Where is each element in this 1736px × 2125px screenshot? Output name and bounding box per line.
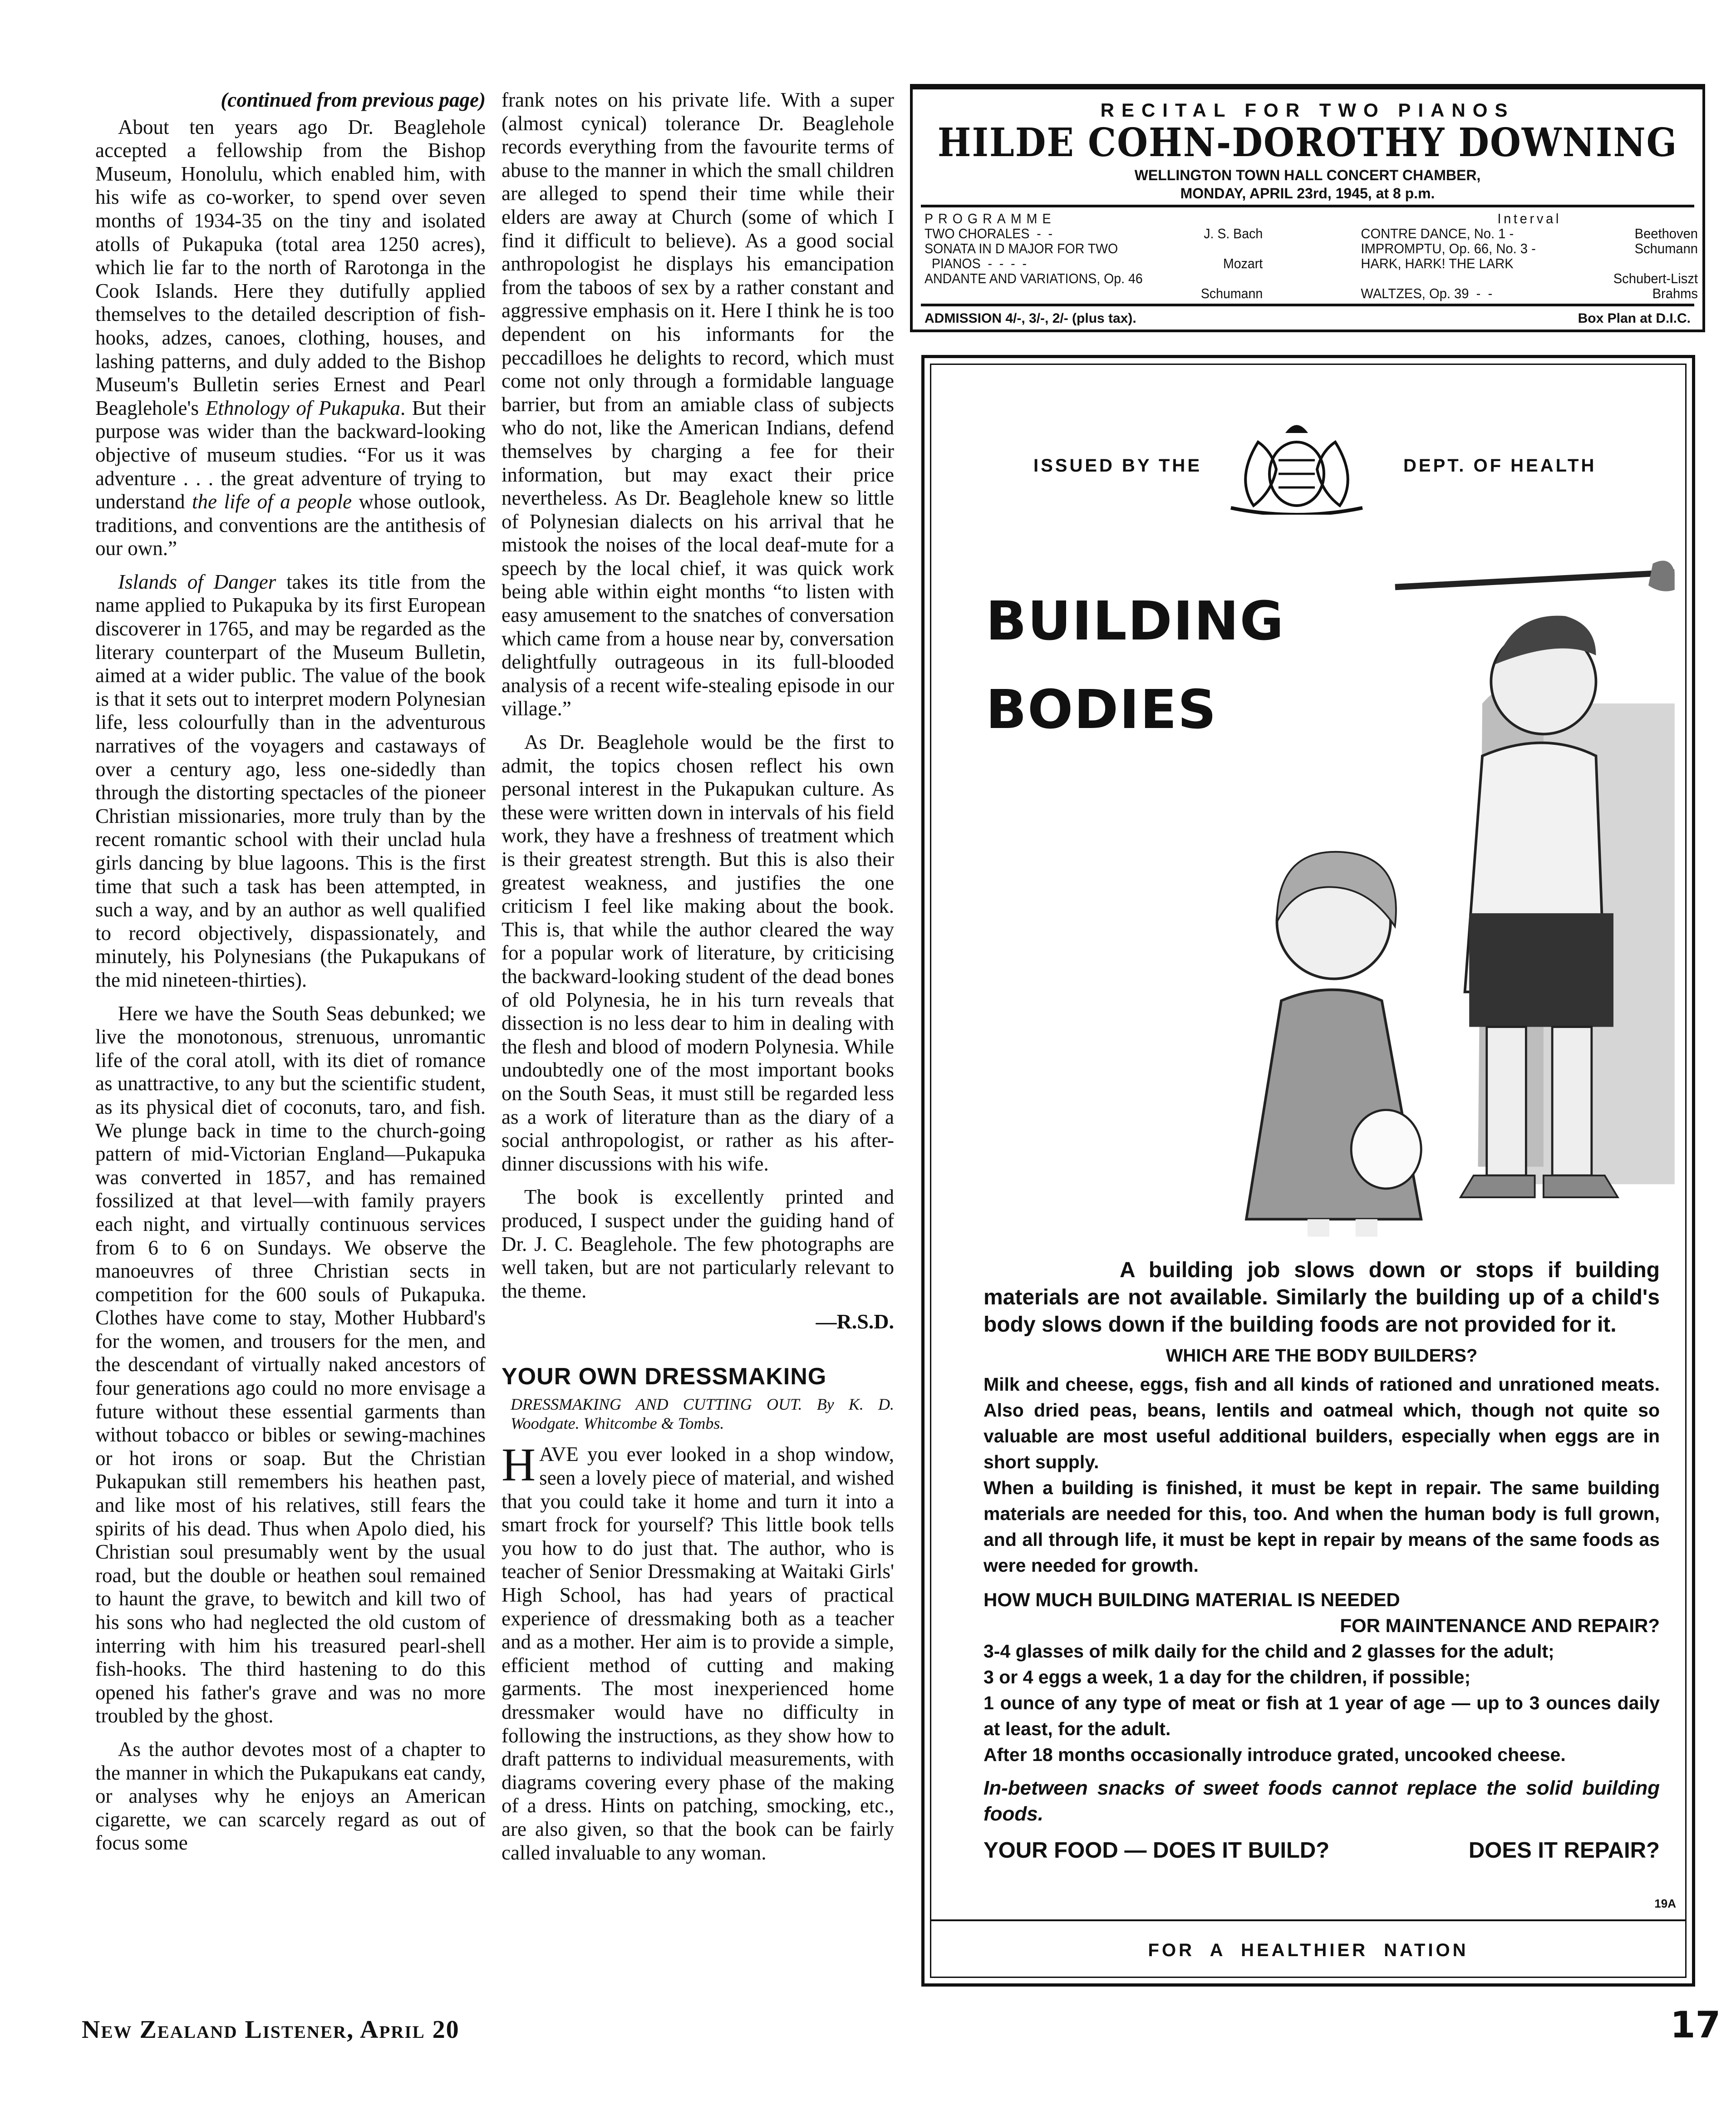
question-maintenance: FOR MAINTENANCE AND REPAIR?	[1340, 1615, 1660, 1636]
box-plan: Box Plan at D.I.C.	[1578, 311, 1691, 326]
concert-date: MONDAY, APRIL 23rd, 1945, at 8 p.m.	[1180, 185, 1435, 202]
programme-item	[925, 286, 1263, 301]
piece-title: SONATA IN D MAJOR FOR TWO	[925, 241, 1118, 256]
slogan-repair: DOES IT REPAIR?	[1468, 1838, 1660, 1863]
text: whose outlook, traditions, and conventions are the antithesis of our own.”	[95, 490, 486, 560]
piece-title: ANDANTE AND VARIATIONS, Op. 46	[925, 271, 1143, 286]
piece-title: TWO CHORALES - -	[925, 226, 1053, 241]
programme-item	[1361, 271, 1698, 286]
list-item: 3 or 4 eggs a week, 1 a day for the children, if possible;	[984, 1667, 1471, 1687]
composer: Schumann	[1634, 241, 1698, 256]
question-body-builders: WHICH ARE THE BODY BUILDERS?	[1166, 1346, 1478, 1366]
text: . But their purpose was wider than the backward-looking objective of museum studies. “For us it was adventure . . . the great adventure of trying to understand	[95, 396, 486, 513]
interval-label: Interval	[1497, 211, 1562, 226]
composer: Schumann	[1200, 285, 1263, 301]
review-column-2	[502, 89, 894, 1864]
health-ad-inner-frame	[930, 364, 1687, 1978]
text: The book is excellently printed and produced, I suspect under the guiding hand of Dr. J. C. Beaglehole. The few photographs are well taken, but are not particularly relevant to the theme.	[502, 1185, 894, 1302]
review-column-1	[95, 89, 486, 1855]
programme-item	[1361, 256, 1698, 271]
paragraph	[502, 731, 894, 1176]
coat-of-arms-icon	[1222, 415, 1372, 515]
slogan	[984, 1838, 1660, 1864]
drop-cap: H	[502, 1439, 536, 1491]
snacks-note: In-between snacks of sweet foods cannot replace the solid building foods.	[984, 1777, 1660, 1825]
slogan-build: YOUR FOOD — DOES IT BUILD?	[984, 1838, 1330, 1863]
piece-title: HARK, HARK! THE LARK	[1361, 256, 1514, 271]
headline-building: BUILDING	[986, 590, 1285, 652]
divider	[921, 304, 1694, 306]
publication-footer: New Zealand Listener, April 20	[82, 2016, 460, 2044]
paragraph	[502, 1185, 894, 1303]
text: frank notes on his private life. With a super (almost cynical) tolerance Dr. Beaglehole records everything from the favourite terms of abuse to the manner in which the small children are alleged to spend their time while their elders are away at Church (some of which I find it difficult to believe). As a good social anthropologist he displays his emancipation from the taboos of sex by a rather constant and aggressive emphasis on it. Here I think he is too dependent on his informants for the peccadilloes he delights to record, which must come not only through a formidable language barrier, but from an amiable class of subjects who do not, like the American Indians, defend themselves by charging a fee for their information, but may exact their price nevertheless. As Dr. Beaglehole knew so little of Polynesian dialects on his arrival that he mistook the noises of the local deaf-mute for a speech by the local chief, it was quick work being able within eight months “to listen with easy amusement to the snatches of conversation which came from a house near by, conversation delightfully outrageous in its full-blooded analysis of a recent wife-stealing episode in our village.”	[502, 89, 894, 720]
dept-of-health-label: DEPT. OF HEALTH	[1403, 456, 1597, 476]
italic-text: Ethnology of Pukapuka	[205, 396, 400, 419]
concert-venue: WELLINGTON TOWN HALL CONCERT CHAMBER,	[1134, 167, 1481, 183]
paragraph	[95, 1002, 486, 1728]
dressmaking-text: AVE you ever looked in a shop window, seen a lovely piece of material, and wished that you could take it home and turn it into a smart frock for yourself? This little book tells you how to do just that. The author, who is teacher of Senior Dressmaking at Waitaki Girls' High School, has had years of practical experience of dressmaking both as a teacher and as a mother. Her aim is to provide a simple, efficient method of cutting and making garments. The most inexperienced home dressmaker would have no difficulty in following the instructions, as they show how to draft patterns to individual measurements, with diagrams covering every phase of the making of a dress. Hints on patching, smocking, etc., are also given, so that the book can be fairly called invaluable to any woman.	[502, 1443, 894, 1864]
paragraph	[95, 1738, 486, 1855]
programme-item	[1361, 241, 1698, 256]
concert-performers: HILDE COHN-DOROTHY DOWNING	[937, 120, 1678, 166]
programme-item	[925, 226, 1263, 241]
programme-label: PROGRAMME	[925, 211, 1056, 226]
paragraph	[95, 116, 486, 561]
programme-item	[925, 256, 1263, 271]
programme-item	[1361, 286, 1698, 301]
text: About ten years ago Dr. Beaglehole accepted a fellowship from the Bishop Museum, Honolulu, which enabled him, with his wife as co-worker, to spend over seven months of 1934-35 on the tiny and isolated atolls of Pukapuka (total area 1250 acres), which lie far to the north of Rarotonga in the Cook Islands. Here they dutifully applied themselves to the detailed description of fish-hooks, adzes, canoes, clothing, houses, and lashing patterns, and duly added to the Bishop Museum's Bulletin series Ernest and Pearl Beaglehole's	[95, 115, 486, 419]
composer: Beethoven	[1634, 226, 1698, 241]
continued-note: (continued from previous page)	[221, 89, 486, 111]
paragraph	[95, 571, 486, 992]
concert-title: RECITAL FOR TWO PIANOS	[1100, 99, 1515, 121]
piece-title: CONTRE DANCE, No. 1 -	[1361, 226, 1514, 241]
programme-item	[925, 241, 1263, 256]
programme-right	[1361, 211, 1698, 301]
dressmaking-body	[502, 1439, 894, 1864]
text: As Dr. Beaglehole would be the first to admit, the topics chosen reflect his own personal interest in the Pukapukan culture. As these were written down in intervals of his field work, they have a freshness of treatment which is their greatest strength. But this is also their greatest weakness, and justifies the one criticism I feel like making about the book. This is, that while the author cleared the way for a popular work of literature, by criticising the backward-looking student of the dead bones of old Polynesia, he in his turn reveals that dissection is no less dear to him in dealing with the flesh and blood of modern Polynesia. While undoubtedly one of the most important books on the South Seas, it must still be regarded less as a work of literature than as the diary of a social anthropologist, or rather as his after-dinner discussions with his wife.	[502, 731, 894, 1175]
body-builders-text: Milk and cheese, eggs, fish and all kinds of rationed and unrationed meats. Also dried peas, beans, lentils and oatmeal which, though not quite so valuable are most useful additional builders, especially when eggs are in short supply.	[984, 1374, 1660, 1472]
children-illustration	[1140, 537, 1685, 1245]
ad-code: 19A	[1654, 1897, 1676, 1910]
issued-by-label: ISSUED BY THE	[1033, 456, 1202, 476]
programme-item	[925, 271, 1263, 286]
composer: Schubert-Liszt	[1613, 271, 1698, 286]
paragraph	[502, 89, 894, 721]
composer: Mozart	[1223, 256, 1263, 271]
piece-title: PIANOS - - - -	[925, 256, 1027, 271]
review-signature: —R.S.D.	[816, 1310, 894, 1333]
list-item: 1 ounce of any type of meat or fish at 1 year of age — up to 3 ounces daily at least, for the adult.	[984, 1692, 1660, 1739]
question-how-much: HOW MUCH BUILDING MATERIAL IS NEEDED	[984, 1589, 1400, 1610]
repair-text: When a building is finished, it must be kept in repair. The same building materials are needed for this, too. And when the human body is full grown, and all through life, it must be kept in repair by means of the same foods as were needed for growth.	[984, 1477, 1660, 1576]
programme-left	[925, 211, 1263, 301]
divider	[931, 1919, 1685, 1921]
list-item: After 18 months occasionally introduce grated, uncooked cheese.	[984, 1744, 1566, 1765]
text: takes its title from the name applied to Pukapuka by its first European discoverer in 1765, and may be regarded as the literary counterpart of the Museum Bulletin, aimed at a wider public. The value of the book is that it sets out to interpret modern Polynesian life, less colourfully than in the adventurous narratives of the voyagers and castaways of over a century ago, less one-sidedly than through the distorting spectacles of the pioneer Christian missionaries, more truly than by the recent romantic school with their unclad hula girls dancing by blue lagoons. This is the first time that such a task has been attempted, in such a way, and by an author as well qualified to record objectively, dispassionately, and minutely, his Polynesians (the Pukapukans of the mid nineteen-thirties).	[95, 570, 486, 991]
headline-bodies: BODIES	[986, 678, 1217, 741]
dressmaking-subtitle: DRESSMAKING AND CUTTING OUT. By K. D. Woodgate. Whitcombe & Tombs.	[511, 1395, 894, 1433]
programme-item	[1361, 226, 1698, 241]
italic-text: Islands of Danger	[118, 570, 276, 593]
divider	[921, 205, 1694, 207]
list-item: 3-4 glasses of milk daily for the child and 2 glasses for the adult;	[984, 1641, 1554, 1662]
text: Here we have the South Seas debunked; we live the monotonous, strenuous, unromantic life of the coral atoll, with its diet of romance as unattractive, to any but the scientific student, as its physical diet of coconuts, taro, and fish. We plunge back in time to the church-going pattern of mid-Victorian England—Pukapuka was converted in 1857, and has remained fossilized at that level—with family prayers each night, and virtually continuous services from 6 to 6 on Sundays. We observe the manoeuvres of three Christian sects in competition for the 600 souls of Pukapuka. Clothes have come to stay, Mother Hubbard's for the women, and trousers for the men, and the descendant of virtually naked ancestors of four generations ago could no more envisage a future without these essential garments than without tobacco or bibles or sewing-machines or hot irons or soap. But the Christian Pukapukan still remembers his heathen past, and like most of his relatives, still fears the spirits of his dead. Thus when Apolo died, his Christian soul presumably went by the usual road, but the double or heathen soul remained to haunt the grave, to bewitch and kill two of his sons who had neglected the old custom of interring with him his treasured pearl-shell fish-hooks. The third hastening to do this opened his father's grave and was no more troubled by the ghost.	[95, 1002, 486, 1727]
text: As the author devotes most of a chapter to the manner in which the Pukapukans eat candy, or analyses why he enjoys an American cigarette, we can scarcely regard as out of focus some	[95, 1737, 486, 1854]
piece-title: IMPROMPTU, Op. 66, No. 3 -	[1361, 241, 1536, 256]
review-col2-paragraphs	[502, 89, 894, 1303]
health-ad-body	[984, 1257, 1660, 1864]
piece-title: WALTZES, Op. 39 - -	[1361, 285, 1493, 301]
composer: J. S. Bach	[1204, 226, 1263, 241]
page-number: 17	[1670, 2004, 1721, 2046]
italic-text: the life of a people	[192, 490, 352, 513]
lead-paragraph: A building job slows down or stops if building materials are not available. Similarly the building up of a child's body slows down if the building foods are not provided for it.	[984, 1258, 1660, 1337]
healthier-nation-tagline: FOR A HEALTHIER NATION	[1148, 1940, 1469, 1960]
concert-advertisement	[910, 84, 1705, 332]
review-col1-paragraphs	[95, 116, 486, 1855]
admission-prices: ADMISSION 4/-, 3/-, 2/- (plus tax).	[925, 311, 1136, 326]
dressmaking-heading: YOUR OWN DRESSMAKING	[502, 1363, 827, 1390]
health-advertisement	[921, 355, 1695, 1987]
composer: Brahms	[1652, 285, 1698, 301]
